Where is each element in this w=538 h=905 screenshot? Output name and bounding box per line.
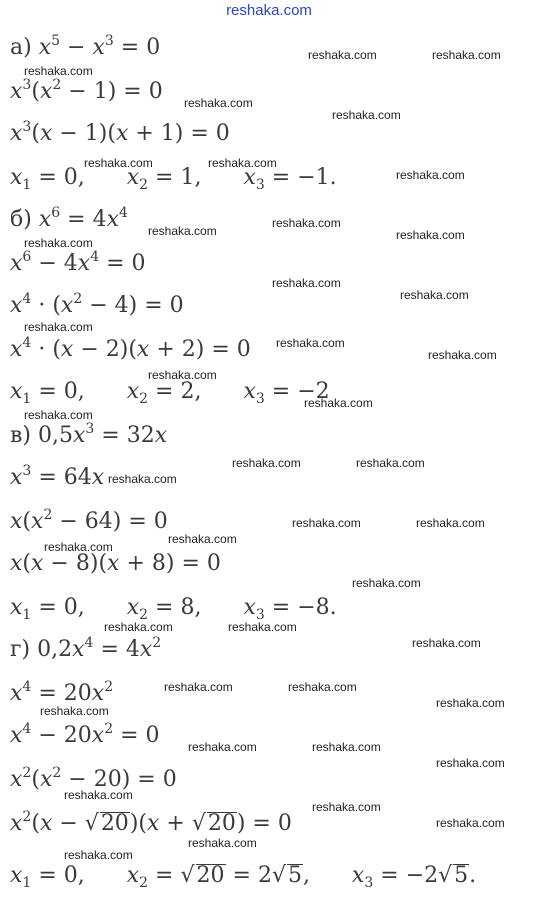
- watermark: reshaka.com: [84, 156, 153, 170]
- part-label-a: а): [10, 35, 32, 60]
- part-label-b: б): [10, 207, 32, 232]
- watermark: reshaka.com: [276, 336, 345, 350]
- watermark: reshaka.com: [352, 576, 421, 590]
- eq-b-3: $x^4 \cdot (x^2 - 4) = 0$: [10, 291, 184, 318]
- roots-g: $x_1 = 0$, $x_2 = √20 = 2√5$, $x_3 = -2√5$.: [10, 863, 477, 891]
- watermark: reshaka.com: [312, 740, 381, 754]
- watermark: reshaka.com: [428, 348, 497, 362]
- watermark: reshaka.com: [208, 156, 277, 170]
- eq-g-2: $x^4 = 20x^2$: [10, 679, 114, 706]
- watermark: reshaka.com: [188, 836, 257, 850]
- eq-v-1: в) $0,5x^3 = 32x$: [10, 421, 168, 448]
- eq-a-2: $x^3(x^2 - 1) = 0$: [10, 77, 163, 104]
- watermark: reshaka.com: [312, 800, 381, 814]
- roots-v: $x_1 = 0$, $x_2 = 8$, $x_3 = -8$.: [10, 595, 337, 623]
- watermark: reshaka.com: [332, 108, 401, 122]
- roots-b: $x_1 = 0$, $x_2 = 2$, $x_3 = -2$: [10, 379, 330, 407]
- eq-v-3: $x(x^2 - 64) = 0$: [10, 507, 168, 534]
- watermark: reshaka.com: [24, 408, 93, 422]
- watermark: reshaka.com: [40, 704, 109, 718]
- watermark: reshaka.com: [272, 216, 341, 230]
- watermark: reshaka.com: [304, 396, 373, 410]
- watermark: reshaka.com: [232, 456, 301, 470]
- watermark: reshaka.com: [436, 696, 505, 710]
- watermark: reshaka.com: [24, 236, 93, 250]
- eq-v-2: $x^3 = 64x$: [10, 463, 105, 490]
- watermark: reshaka.com: [44, 540, 113, 554]
- watermark: reshaka.com: [292, 516, 361, 530]
- watermark: reshaka.com: [168, 532, 237, 546]
- watermark: reshaka.com: [24, 320, 93, 334]
- watermark: reshaka.com: [24, 64, 93, 78]
- watermark: reshaka.com: [308, 48, 377, 62]
- watermark: reshaka.com: [288, 680, 357, 694]
- eq-g-5: $x^2(x - √20)(x + √20) = 0$: [10, 809, 292, 836]
- watermark: reshaka.com: [412, 636, 481, 650]
- watermark: reshaka.com: [400, 288, 469, 302]
- site-header[interactable]: reshaka.com: [226, 2, 312, 19]
- eq-a-3: $x^3(x - 1)(x + 1) = 0$: [10, 119, 230, 146]
- watermark: reshaka.com: [64, 848, 133, 862]
- watermark: reshaka.com: [416, 516, 485, 530]
- watermark: reshaka.com: [164, 680, 233, 694]
- watermark: reshaka.com: [228, 620, 297, 634]
- watermark: reshaka.com: [148, 368, 217, 382]
- watermark: reshaka.com: [432, 48, 501, 62]
- eq-b-2: $x^6 - 4x^4 = 0$: [10, 249, 146, 276]
- eq-g-1: г) $0,2x^4 = 4x^2$: [10, 635, 162, 662]
- watermark: reshaka.com: [64, 788, 133, 802]
- watermark: reshaka.com: [436, 816, 505, 830]
- watermark: reshaka.com: [104, 620, 173, 634]
- part-label-v: в): [10, 423, 31, 448]
- roots-a: $x_1 = 0$, $x_2 = 1$, $x_3 = -1$.: [10, 165, 337, 193]
- watermark: reshaka.com: [184, 96, 253, 110]
- watermark: reshaka.com: [436, 756, 505, 770]
- part-label-g: г): [10, 637, 31, 662]
- eq-b-1: б) $x^6 = 4x^4$: [10, 205, 128, 232]
- watermark: reshaka.com: [188, 740, 257, 754]
- eq-g-3: $x^4 - 20x^2 = 0$: [10, 721, 160, 748]
- watermark: reshaka.com: [396, 228, 465, 242]
- watermark: reshaka.com: [148, 224, 217, 238]
- eq-g-4: $x^2(x^2 - 20) = 0$: [10, 765, 177, 792]
- eq-a-1: а) $x^5 - x^3 = 0$: [10, 33, 161, 60]
- watermark: reshaka.com: [108, 472, 177, 486]
- eq-b-4: $x^4 \cdot (x - 2)(x + 2) = 0$: [10, 335, 251, 362]
- watermark: reshaka.com: [396, 168, 465, 182]
- watermark: reshaka.com: [356, 456, 425, 470]
- eq-v-4: x(x − 8)(x + 8) = 0: [10, 551, 221, 576]
- watermark: reshaka.com: [272, 276, 341, 290]
